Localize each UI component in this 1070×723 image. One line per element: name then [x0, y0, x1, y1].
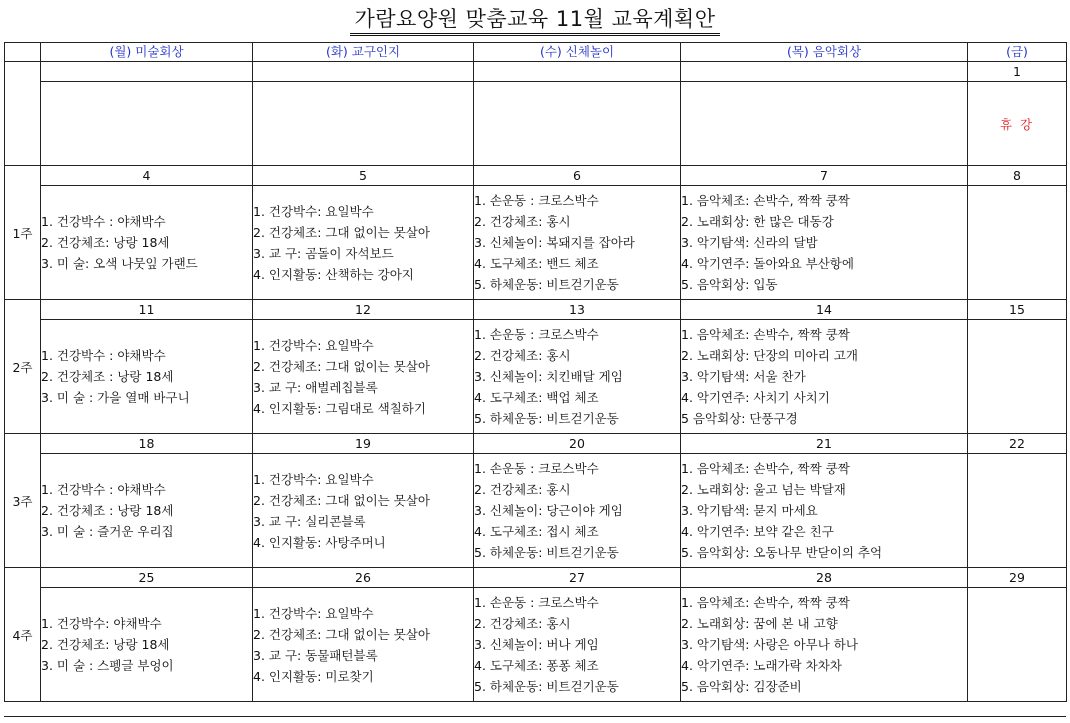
date-cell: 25	[41, 568, 253, 588]
wednesday-activities	[474, 186, 681, 300]
activity-item: 4. 인지활동: 사탕주머니	[253, 534, 386, 550]
monday-activities	[41, 454, 253, 568]
activity-item: 2. 건강체조 : 낭랑 18세	[41, 503, 174, 518]
date-cell: 19	[253, 434, 474, 454]
activity-item: 2. 건강체조: 그대 없이는 못살아	[253, 626, 430, 642]
date-cell: 1	[968, 62, 1067, 82]
activity-item: 3. 악기탐색: 신라의 달밤	[681, 235, 818, 250]
wednesday-activities	[474, 320, 681, 434]
page-title: 가람요양원 맞춤교육 11월 교육계획안	[350, 6, 719, 36]
week2-activity-row	[5, 320, 1067, 434]
week1-activity-row	[5, 186, 1067, 300]
activity-item: 1. 건강박수: 요일박수	[253, 471, 374, 487]
activity-item: 3. 신체놀이: 복돼지를 잡아라	[474, 235, 635, 250]
activity-item: 3. 미 술: 오색 나뭇잎 가랜드	[41, 256, 198, 271]
activity-item: 3. 교 구: 애벌레칩블록	[253, 379, 378, 395]
date-cell: 21	[681, 434, 968, 454]
title-area	[0, 6, 1070, 36]
empty-cell	[253, 82, 474, 166]
tuesday-activities	[253, 320, 474, 434]
activity-item: 4. 도구체조: 접시 체조	[474, 524, 599, 539]
corner-cell	[5, 43, 41, 62]
date-cell	[41, 62, 253, 82]
thursday-activities	[681, 588, 968, 702]
day-header-tue: (화) 교구인지	[253, 43, 474, 62]
activity-item: 3. 신체놀이: 당근이야 게임	[474, 503, 623, 518]
date-cell: 26	[253, 568, 474, 588]
activity-item: 3. 악기탐색: 묻지 마세요	[681, 503, 818, 518]
activity-item: 5 음악회상: 단풍구경	[681, 411, 798, 426]
activity-item: 1. 음악체조: 손박수, 짝짝 쿵짝	[681, 193, 850, 208]
activity-item: 2. 노래회상: 단장의 미아리 고개	[681, 348, 858, 363]
activity-item: 1. 손운동 : 크로스박수	[474, 595, 599, 610]
empty-cell	[41, 82, 253, 166]
activity-item: 2. 건강체조: 낭랑 18세	[41, 235, 170, 250]
day-header-mon: (월) 미술회상	[41, 43, 253, 62]
week0-activity-row	[5, 82, 1067, 166]
activity-item: 3. 신체놀이: 치킨배달 게임	[474, 369, 623, 384]
activity-item: 1. 건강박수: 요일박수	[253, 605, 374, 621]
activity-item: 1. 건강박수 : 야채박수	[41, 348, 166, 363]
activity-item: 3. 교 구: 곰돌이 자석보드	[253, 245, 394, 261]
activity-item: 5. 음악회상: 입동	[681, 277, 778, 292]
activity-item: 4. 악기연주: 보약 같은 친구	[681, 524, 834, 539]
date-cell	[253, 62, 474, 82]
activity-item: 3. 악기탐색: 사랑은 아무나 하나	[681, 637, 858, 652]
date-cell: 18	[41, 434, 253, 454]
activity-item: 1. 건강박수: 요일박수	[253, 337, 374, 353]
activity-item: 1. 건강박수 : 야채박수	[41, 214, 166, 229]
week-label: 2주	[5, 300, 41, 434]
date-cell: 27	[474, 568, 681, 588]
date-cell: 28	[681, 568, 968, 588]
activity-item: 3. 미 술 : 가을 열매 바구니	[41, 390, 190, 405]
activity-item: 3. 악기탐색: 서울 찬가	[681, 369, 806, 384]
week3-activity-row	[5, 454, 1067, 568]
activity-item: 1. 음악체조: 손박수, 짝짝 쿵짝	[681, 595, 850, 610]
activity-item: 4. 악기연주: 노래가락 차차차	[681, 658, 842, 673]
activity-item: 5. 하체운동: 비트걷기운동	[474, 411, 619, 426]
activity-item: 5. 음악회상: 오동나무 반닫이의 추억	[681, 545, 883, 560]
activity-item: 2. 건강체조 : 낭랑 18세	[41, 369, 174, 384]
date-cell: 15	[968, 300, 1067, 320]
activity-item: 1. 손운동 : 크로스박수	[474, 327, 599, 342]
header-row	[5, 43, 1067, 62]
date-cell: 14	[681, 300, 968, 320]
date-cell: 6	[474, 166, 681, 186]
week1-date-row	[5, 166, 1067, 186]
activity-item: 4. 인지활동: 산책하는 강아지	[253, 266, 414, 282]
week3-date-row	[5, 434, 1067, 454]
wednesday-activities	[474, 588, 681, 702]
thursday-activities	[681, 320, 968, 434]
activity-item: 2. 건강체조: 그대 없이는 못살아	[253, 492, 430, 508]
activity-item: 2. 건강체조: 홍시	[474, 214, 571, 229]
week-label: 3주	[5, 434, 41, 568]
activity-item: 2. 건강체조: 홍시	[474, 616, 571, 631]
activity-item: 4. 악기연주: 사치기 사치기	[681, 390, 830, 405]
activity-item: 2. 건강체조: 그대 없이는 못살아	[253, 224, 430, 240]
date-cell: 20	[474, 434, 681, 454]
week2-date-row	[5, 300, 1067, 320]
activity-item: 2. 건강체조: 홍시	[474, 348, 571, 363]
week0-date-row	[5, 62, 1067, 82]
activity-item: 1. 건강박수 : 야채박수	[41, 482, 166, 497]
week0-label	[5, 62, 41, 166]
date-cell: 11	[41, 300, 253, 320]
thursday-activities	[681, 186, 968, 300]
activity-item: 1. 손운동 : 크로스박수	[474, 461, 599, 476]
week-label: 4주	[5, 568, 41, 702]
activity-item: 5. 하체운동: 비트걷기운동	[474, 277, 619, 292]
date-cell: 29	[968, 568, 1067, 588]
date-cell: 4	[41, 166, 253, 186]
activity-item: 2. 건강체조: 그대 없이는 못살아	[253, 358, 430, 374]
activity-item: 2. 건강체조: 낭랑 18세	[41, 637, 170, 652]
week-label: 1주	[5, 166, 41, 300]
friday-activities	[968, 588, 1067, 702]
thursday-activities	[681, 454, 968, 568]
monday-activities	[41, 588, 253, 702]
activity-item: 2. 노래회상: 울고 넘는 박달재	[681, 482, 846, 497]
activity-item: 1. 건강박수: 야채박수	[41, 616, 162, 631]
bottom-rule	[4, 716, 1066, 717]
date-cell: 12	[253, 300, 474, 320]
activity-item: 1. 음악체조: 손박수, 짝짝 쿵짝	[681, 461, 850, 476]
activity-item: 5. 하체운동: 비트걷기운동	[474, 679, 619, 694]
date-cell: 8	[968, 166, 1067, 186]
date-cell: 22	[968, 434, 1067, 454]
activity-item: 5. 하체운동: 비트걷기운동	[474, 545, 619, 560]
activity-item: 4. 악기연주: 돌아와요 부산항에	[681, 256, 854, 271]
wednesday-activities	[474, 454, 681, 568]
week4-date-row	[5, 568, 1067, 588]
date-cell: 13	[474, 300, 681, 320]
activity-item: 1. 음악체조: 손박수, 짝짝 쿵짝	[681, 327, 850, 342]
activity-item: 1. 손운동 : 크로스박수	[474, 193, 599, 208]
activity-item: 3. 교 구: 동물패턴블록	[253, 647, 378, 663]
monday-activities	[41, 186, 253, 300]
activity-item: 3. 교 구: 실리콘블록	[253, 513, 366, 529]
day-header-fri: (금)	[968, 43, 1067, 62]
activity-item: 3. 미 술 : 즐거운 우리집	[41, 524, 174, 539]
tuesday-activities	[253, 454, 474, 568]
holiday-label: 휴 강	[968, 82, 1067, 166]
activity-item: 4. 도구체조: 퐁퐁 체조	[474, 658, 599, 673]
activity-item: 4. 도구체조: 백업 체조	[474, 390, 599, 405]
day-header-wed: (수) 신체놀이	[474, 43, 681, 62]
monday-activities	[41, 320, 253, 434]
date-cell	[474, 62, 681, 82]
date-cell: 7	[681, 166, 968, 186]
activity-item: 1. 건강박수: 요일박수	[253, 203, 374, 219]
activity-item: 4. 도구체조: 밴드 체조	[474, 256, 599, 271]
activity-item: 3. 신체놀이: 버나 게임	[474, 637, 599, 652]
day-header-thu: (목) 음악회상	[681, 43, 968, 62]
week4-activity-row	[5, 588, 1067, 702]
activity-item: 2. 건강체조: 홍시	[474, 482, 571, 497]
friday-activities	[968, 320, 1067, 434]
empty-cell	[681, 82, 968, 166]
activity-item: 2. 노래회상: 꿈에 본 내 고향	[681, 616, 838, 631]
date-cell	[681, 62, 968, 82]
tuesday-activities	[253, 186, 474, 300]
schedule-table	[4, 42, 1067, 702]
activity-item: 3. 미 술 : 스펭글 부엉이	[41, 658, 174, 673]
activity-item: 4. 인지활동: 미로찾기	[253, 668, 374, 684]
date-cell: 5	[253, 166, 474, 186]
activity-item: 4. 인지활동: 그림대로 색칠하기	[253, 400, 426, 416]
friday-activities	[968, 186, 1067, 300]
friday-activities	[968, 454, 1067, 568]
tuesday-activities	[253, 588, 474, 702]
activity-item: 5. 음악회상: 김장준비	[681, 679, 802, 694]
empty-cell	[474, 82, 681, 166]
activity-item: 2. 노래회상: 한 많은 대동강	[681, 214, 834, 229]
